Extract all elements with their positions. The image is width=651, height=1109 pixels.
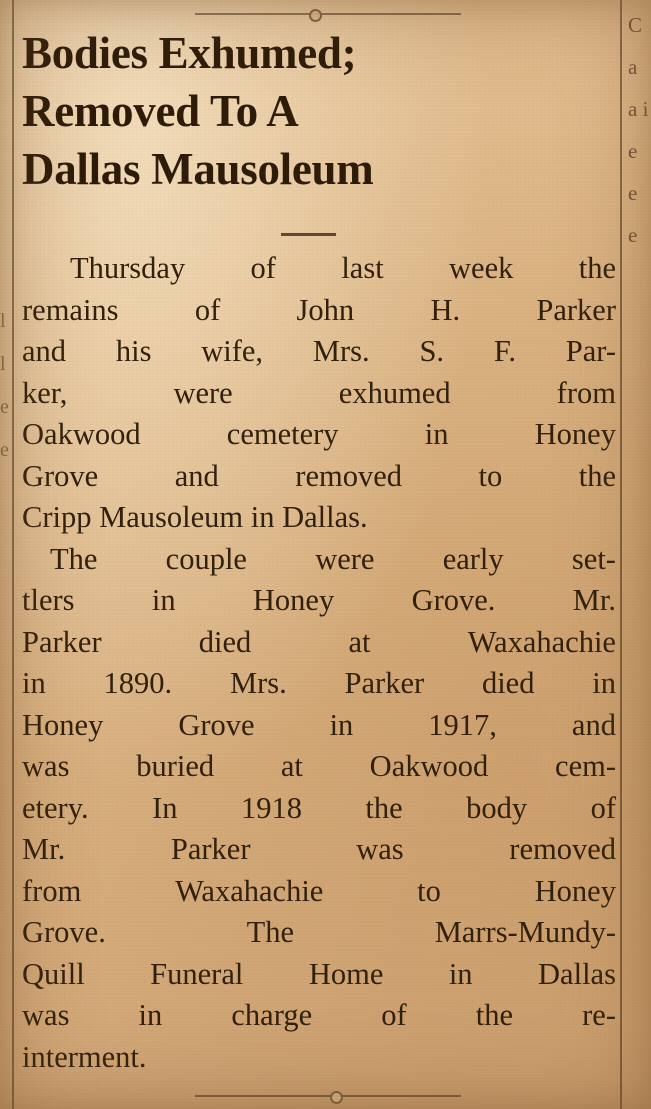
headline-line-3: Dallas Mausoleum xyxy=(22,144,374,194)
article-body xyxy=(22,248,616,1078)
paragraph-2 xyxy=(22,539,616,1079)
headline-dash-divider xyxy=(281,233,336,236)
body-line: tlers in Honey Grove. Mr. xyxy=(22,583,616,617)
column-rule-left xyxy=(12,0,14,1109)
body-line: was in charge of the re- xyxy=(22,998,616,1032)
body-line: etery. In 1918 the body of xyxy=(22,790,616,825)
body-line: remains of John H. Parker xyxy=(22,292,616,327)
body-line: Oakwood cemetery in Honey xyxy=(22,417,616,451)
body-line: Grove and removed to the xyxy=(22,458,616,493)
right-edge-fragment: C a a i e e e xyxy=(628,13,649,247)
body-line: and his wife, Mrs. S. F. Par- xyxy=(22,334,616,368)
body-line: Grove. The Marrs-Mundy- xyxy=(22,915,616,949)
body-line: The couple were early set- xyxy=(50,541,616,576)
body-line: ker, were exhumed from xyxy=(22,375,616,410)
bottom-divider-dot-icon xyxy=(330,1091,343,1104)
headline-line-1: Bodies Exhumed; xyxy=(22,28,357,78)
body-line: Mr. Parker was removed xyxy=(22,832,616,866)
body-line: was buried at Oakwood cem- xyxy=(22,749,616,783)
body-line: Cripp Mausoleum in Dallas. xyxy=(22,500,368,534)
headline-line-2: Removed To A xyxy=(22,86,299,136)
top-divider-rule xyxy=(195,13,461,15)
top-divider-dot-icon xyxy=(309,9,322,22)
body-line: Honey Grove in 1917, and xyxy=(22,707,616,742)
column-rule-right xyxy=(620,0,622,1109)
body-line: Thursday of last week the xyxy=(70,251,616,285)
page-title xyxy=(22,24,612,198)
body-line: from Waxahachie to Honey xyxy=(22,873,616,908)
left-edge-fragment: l l e e xyxy=(0,310,9,461)
body-line: Parker died at Waxahachie xyxy=(22,624,616,659)
bottom-divider-rule xyxy=(195,1095,461,1097)
body-line: in 1890. Mrs. Parker died in xyxy=(22,666,616,700)
paragraph-1 xyxy=(22,248,616,539)
body-line: Quill Funeral Home in Dallas xyxy=(22,956,616,991)
body-line: interment. xyxy=(22,1039,147,1074)
